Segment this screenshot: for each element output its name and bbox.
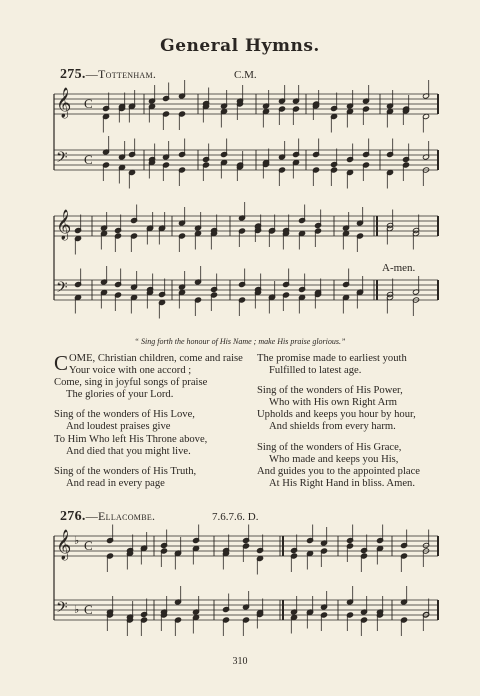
time-signature: C xyxy=(84,96,93,111)
verse-3a xyxy=(54,466,264,490)
verse-3-line-1: Sing of the wonders of His Truth, xyxy=(54,465,197,477)
verse-4-line-3: Upholds and keeps you hour by hour, xyxy=(257,409,416,421)
score-275-system-1 xyxy=(54,86,440,194)
verse-2-line-4: And died that you might live. xyxy=(66,445,191,457)
verse-2 xyxy=(54,409,264,457)
verse-2-line-2: And loudest praises give xyxy=(66,421,171,433)
bass-clef: 𝄢 xyxy=(56,279,68,300)
verse-3b xyxy=(257,353,472,377)
verse-1-line-3: Come, sing in joyful songs of praise xyxy=(54,377,208,389)
verse-1-line-1: OME, Christian children, come and raise xyxy=(69,353,243,364)
hymn-275-amen: A-men. xyxy=(382,262,416,274)
flat-sign: ♭ xyxy=(74,604,80,616)
page-header: General Hymns. xyxy=(160,36,320,56)
time-signature: C xyxy=(84,152,93,167)
hymn-276-title xyxy=(60,509,155,525)
hymn-275-number: 275. xyxy=(60,67,86,82)
verse-1-line-4: The glories of your Lord. xyxy=(66,389,174,401)
verse-5-line-4: At His Right Hand in bliss. Amen. xyxy=(269,477,415,489)
time-signature: C xyxy=(84,538,93,553)
hymn-275-tune: —Tottenham. xyxy=(85,67,157,81)
time-signature: C xyxy=(84,602,93,617)
treble-clef: 𝄞 xyxy=(56,88,72,118)
verse-4-line-4: And shields from every harm. xyxy=(269,421,396,433)
hymn-276-meter: 7.6.7.6. D. xyxy=(212,511,259,523)
verses-left-column xyxy=(54,353,264,498)
verses-right-column xyxy=(257,353,472,498)
bass-clef: 𝄢 xyxy=(56,599,68,620)
score-276-system-1 xyxy=(54,526,440,644)
hymn-275-title xyxy=(60,67,156,83)
hymn-276-tune: —Ellacombe. xyxy=(85,509,156,523)
verse-4 xyxy=(257,385,472,433)
verse-4-line-2: Who with His own Right Arm xyxy=(269,397,398,409)
hymn-275-meter: C.M. xyxy=(234,69,257,81)
flat-sign: ♭ xyxy=(74,535,80,547)
verse-1 xyxy=(54,353,264,401)
verse-3-line-3: The promise made to earliest youth xyxy=(257,353,407,364)
page-number: 310 xyxy=(232,656,248,667)
treble-clef: 𝄞 xyxy=(56,210,72,240)
bass-clef: 𝄢 xyxy=(56,149,68,170)
verse-1-dropcap: C xyxy=(54,351,69,375)
verse-5-line-3: And guides you to the appointed place xyxy=(257,465,420,477)
verse-3-line-2: And read in every page xyxy=(66,477,165,489)
treble-clef: 𝄞 xyxy=(56,530,72,560)
verse-1-line-2: Your voice with one accord ; xyxy=(69,365,192,377)
verse-4-line-1: Sing of the wonders of His Power, xyxy=(257,385,403,397)
verse-5-line-2: Who made and keeps you His, xyxy=(269,453,399,465)
verse-5-line-1: Sing of the wonders of His Grace, xyxy=(257,441,402,453)
hymn-276-number: 276. xyxy=(60,509,86,524)
hymn-275-caption: “ Sing forth the honour of His Name ; make His praise glorious.” xyxy=(134,337,346,346)
verse-3-line-4: Fulfilled to latest age. xyxy=(269,365,362,377)
verse-2-line-1: Sing of the wonders of His Love, xyxy=(54,409,195,421)
verse-2-line-3: To Him Who left His Throne above, xyxy=(54,433,208,445)
verse-5 xyxy=(257,442,472,490)
